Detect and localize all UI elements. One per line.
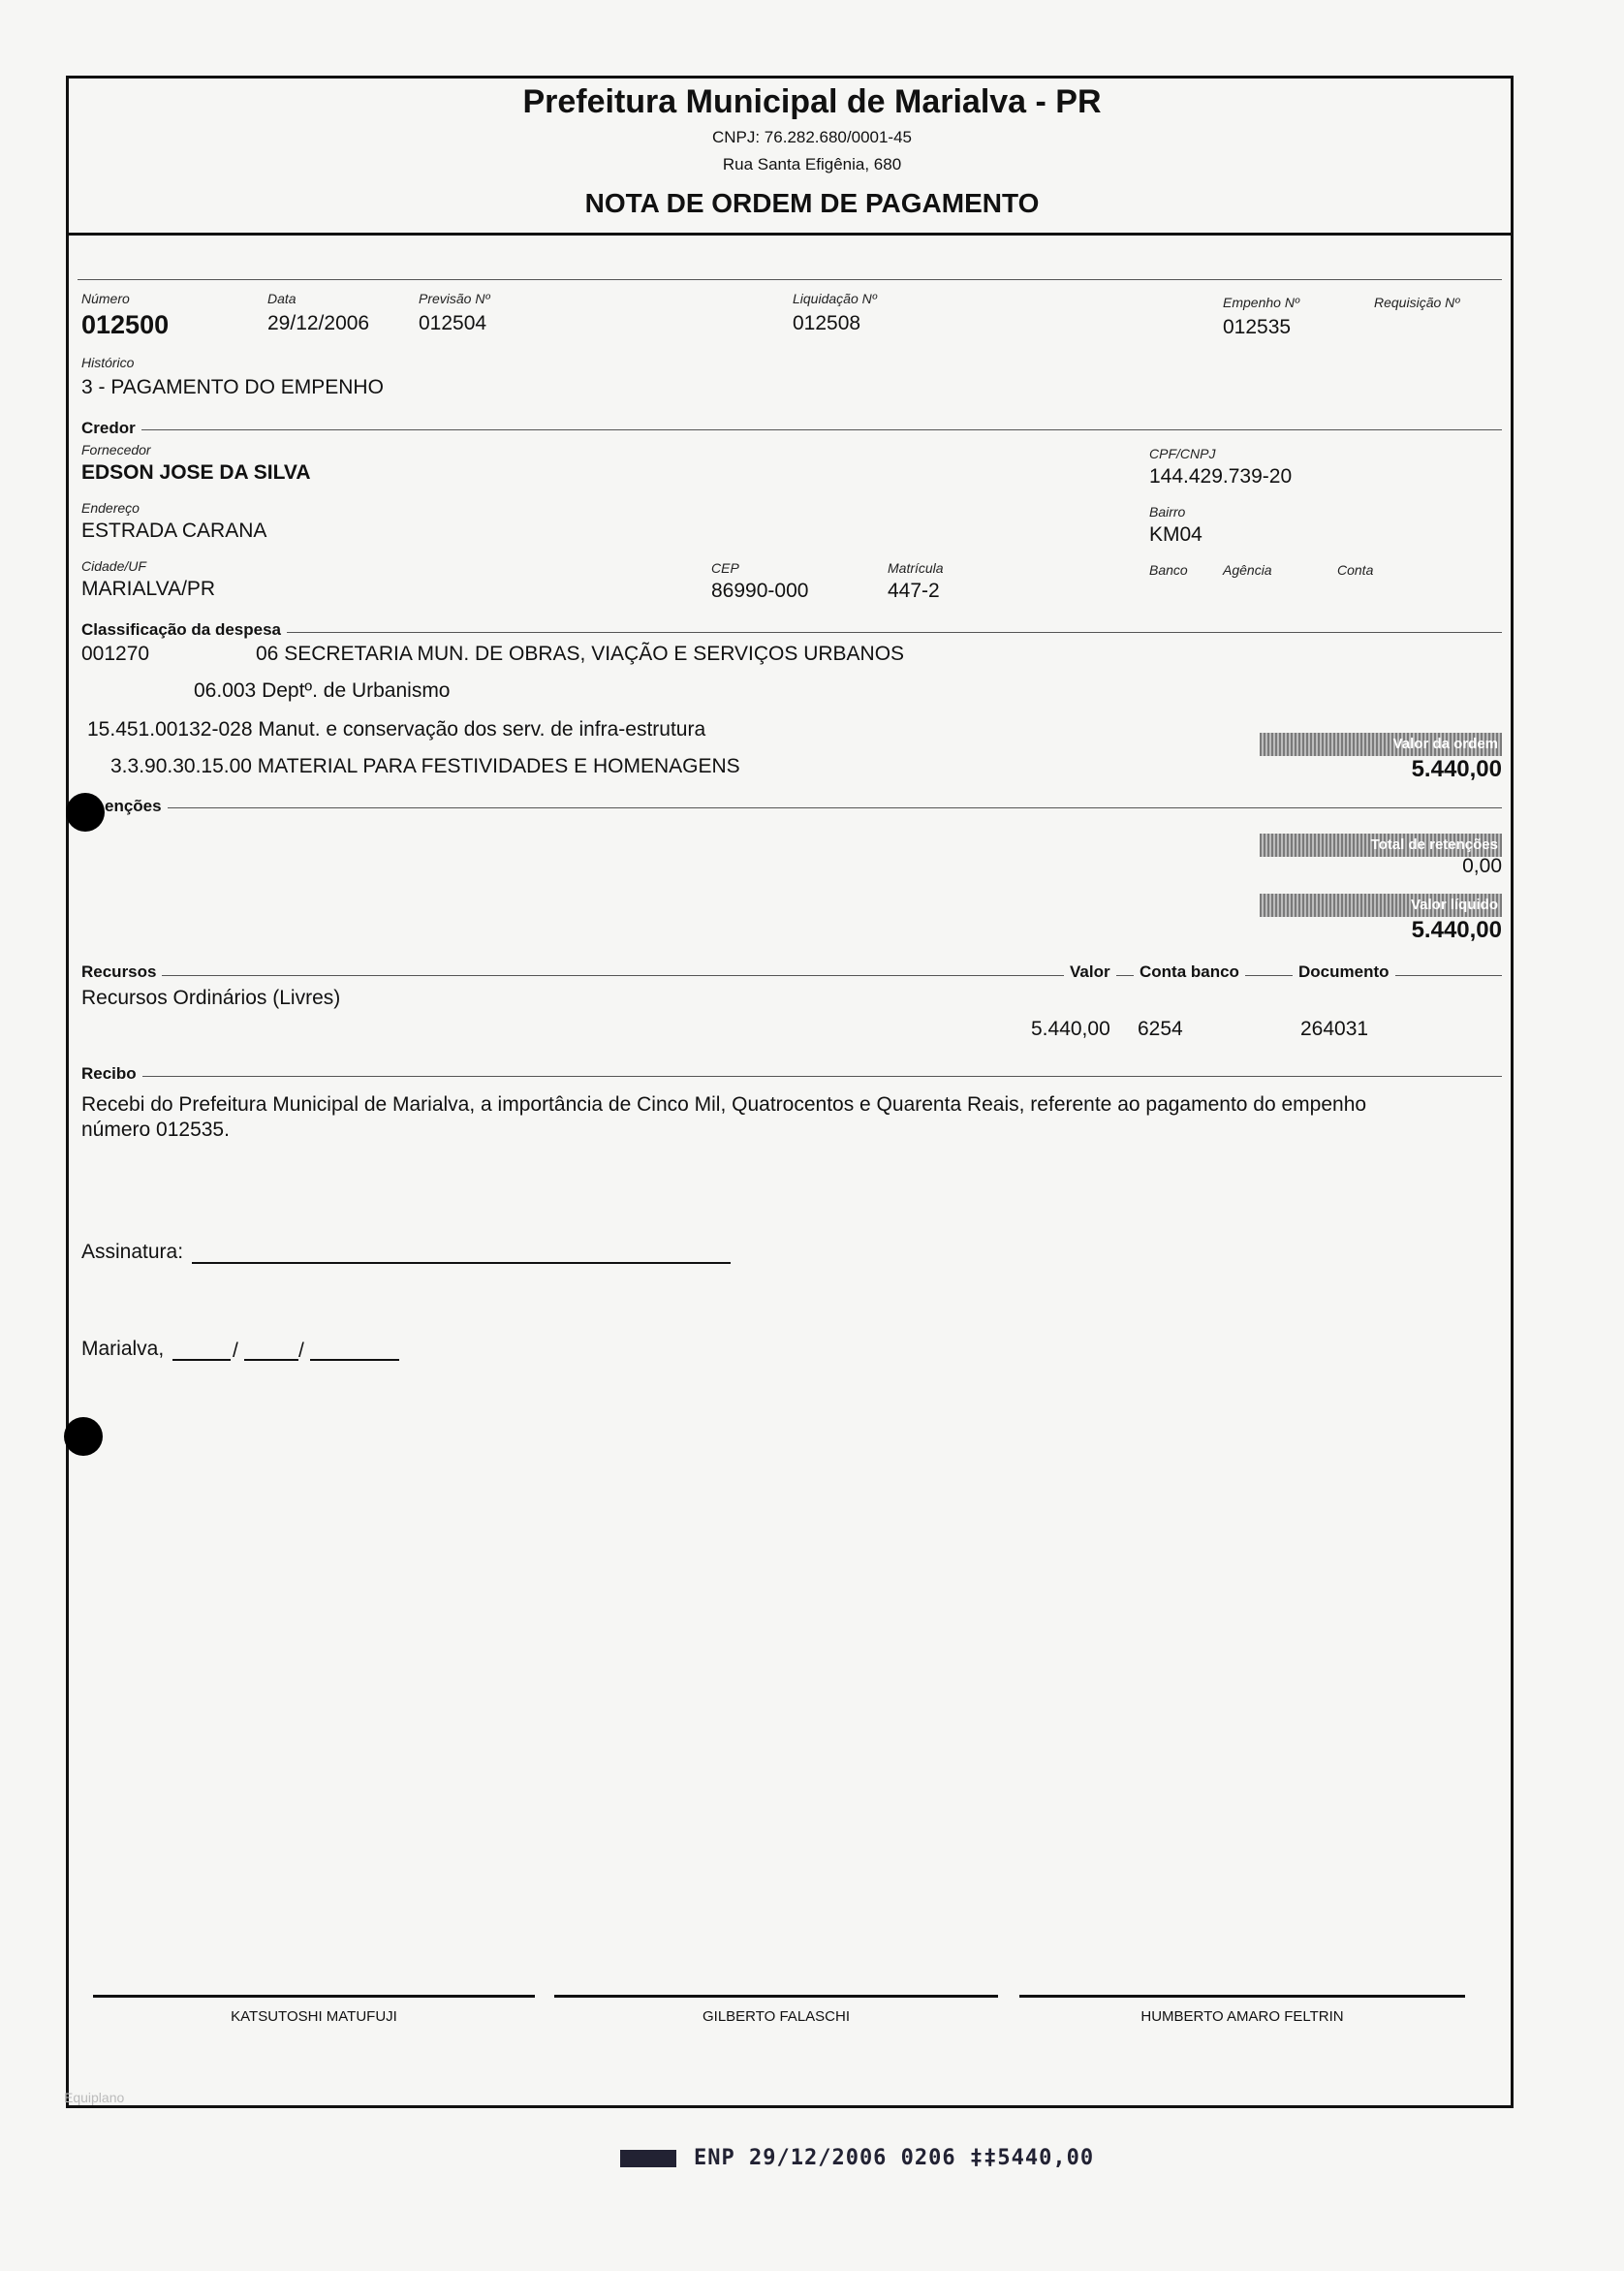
stamp-text: ENP 29/12/2006 0206 ‡‡5440,00 [694,2146,1095,2170]
stamp-mark-icon [620,2150,676,2167]
credor-section: Credor [81,419,141,438]
agencia-label: Agência [1223,562,1272,578]
previsao-value: 012504 [419,312,487,334]
classificacao-funcional: 15.451.00132-028 Manut. e conservação dos serv. de infra-estrutura [87,718,706,741]
cpf-value: 144.429.739-20 [1149,465,1293,488]
assinatura-line [192,1262,731,1264]
cidade-value: MARIALVA/PR [81,578,216,600]
empenho-value: 012535 [1223,316,1292,338]
date-month-line [244,1359,298,1361]
banco-label: Banco [1149,562,1188,578]
org-cnpj: CNPJ: 76.282.680/0001-45 [711,128,913,146]
fornecedor-value: EDSON JOSE DA SILVA [81,461,311,484]
recursos-section: Recursos [81,962,162,982]
recursos-fonte: Recursos Ordinários (Livres) [81,987,341,1009]
endereco-label: Endereço [81,500,140,516]
date-sep-2: / [298,1340,304,1362]
date-year-line [310,1359,399,1361]
liquidacao-value: 012508 [793,312,861,334]
recibo-rule [81,1076,1502,1077]
historico-value: 3 - PAGAMENTO DO EMPENHO [81,376,384,398]
recibo-section: Recibo [81,1064,142,1084]
local-label: Marialva, [81,1338,165,1360]
conta-label: Conta [1337,562,1374,578]
historico-label: Histórico [81,355,135,370]
recibo-text-line2: número 012535. [81,1119,230,1141]
bank-stamp [620,2146,1094,2170]
recursos-valor-label: Valor [1064,962,1116,982]
previsao-label: Previsão Nº [419,291,490,306]
empenho-label: Empenho Nº [1223,295,1300,310]
valor-ordem-value: 5.440,00 [1411,756,1502,782]
recibo-text-line1: Recebi do Prefeitura Municipal de Marialva, a importância de Cinco Mil, Quatrocentos e Quarenta Reais, referente ao pagamento do empenho [81,1093,1367,1116]
recursos-valor: 5.440,00 [1031,1018,1110,1040]
signatory-3: HUMBERTO AMARO FELTRIN [1140,2008,1344,2025]
recursos-rule [81,975,1502,976]
document-title: NOTA DE ORDEM DE PAGAMENTO [584,188,1040,218]
header-divider [68,233,1512,236]
cep-label: CEP [711,560,739,576]
data-value: 29/12/2006 [267,312,370,334]
retencoes-rule [107,807,1502,808]
liquidacao-label: Liquidação Nº [793,291,877,306]
bairro-value: KM04 [1149,523,1202,546]
classificacao-orgao: 06 SECRETARIA MUN. DE OBRAS, VIAÇÃO E SERVIÇOS URBANOS [256,643,905,665]
recursos-conta-label: Conta banco [1134,962,1245,982]
signature-line-3 [1019,1995,1465,1998]
signatory-1: KATSUTOSHI MATUFUJI [231,2008,397,2025]
classificacao-unidade: 06.003 Deptº. de Urbanismo [194,679,451,702]
recursos-conta: 6254 [1138,1018,1183,1040]
credor-rule [81,429,1502,430]
valor-liquido-label: Valor líquido [1260,894,1502,917]
ident-top-rule [78,279,1502,280]
fornecedor-label: Fornecedor [81,442,151,457]
date-sep-1: / [233,1340,238,1362]
org-address: Rua Santa Efigênia, 680 [722,155,902,173]
recursos-documento: 264031 [1300,1018,1369,1040]
punch-hole-bottom [64,1417,103,1456]
assinatura-label: Assinatura: [81,1241,184,1263]
classificacao-code: 001270 [81,643,150,665]
cep-value: 86990-000 [711,580,809,602]
bairro-label: Bairro [1149,504,1186,520]
numero-value: 012500 [81,310,170,339]
cidade-label: Cidade/UF [81,558,146,574]
matricula-label: Matrícula [888,560,944,576]
numero-label: Número [81,291,130,306]
valor-liquido-value: 5.440,00 [1411,917,1502,943]
matricula-value: 447-2 [888,580,940,602]
org-title: Prefeitura Municipal de Marialva - PR [522,83,1102,120]
punch-hole-top [66,793,105,832]
retencoes-section: enções [105,797,168,816]
classificacao-rule [81,632,1502,633]
classificacao-section: Classificação da despesa [81,620,287,640]
endereco-value: ESTRADA CARANA [81,520,267,542]
data-label: Data [267,291,297,306]
date-day-line [172,1359,231,1361]
classificacao-elemento: 3.3.90.30.15.00 MATERIAL PARA FESTIVIDADES E HOMENAGENS [110,755,740,777]
signature-line-2 [554,1995,998,1998]
total-retencoes-value: 0,00 [1462,855,1502,877]
valor-ordem-label: Valor da ordem [1260,733,1502,756]
software-watermark: Equiplano [64,2090,125,2105]
requisicao-label: Requisição Nº [1374,295,1460,310]
recursos-documento-label: Documento [1293,962,1395,982]
signature-line-1 [93,1995,535,1998]
signatory-2: GILBERTO FALASCHI [703,2008,850,2025]
total-retencoes-label: Total de retenções [1260,834,1502,857]
cpf-label: CPF/CNPJ [1149,446,1216,461]
